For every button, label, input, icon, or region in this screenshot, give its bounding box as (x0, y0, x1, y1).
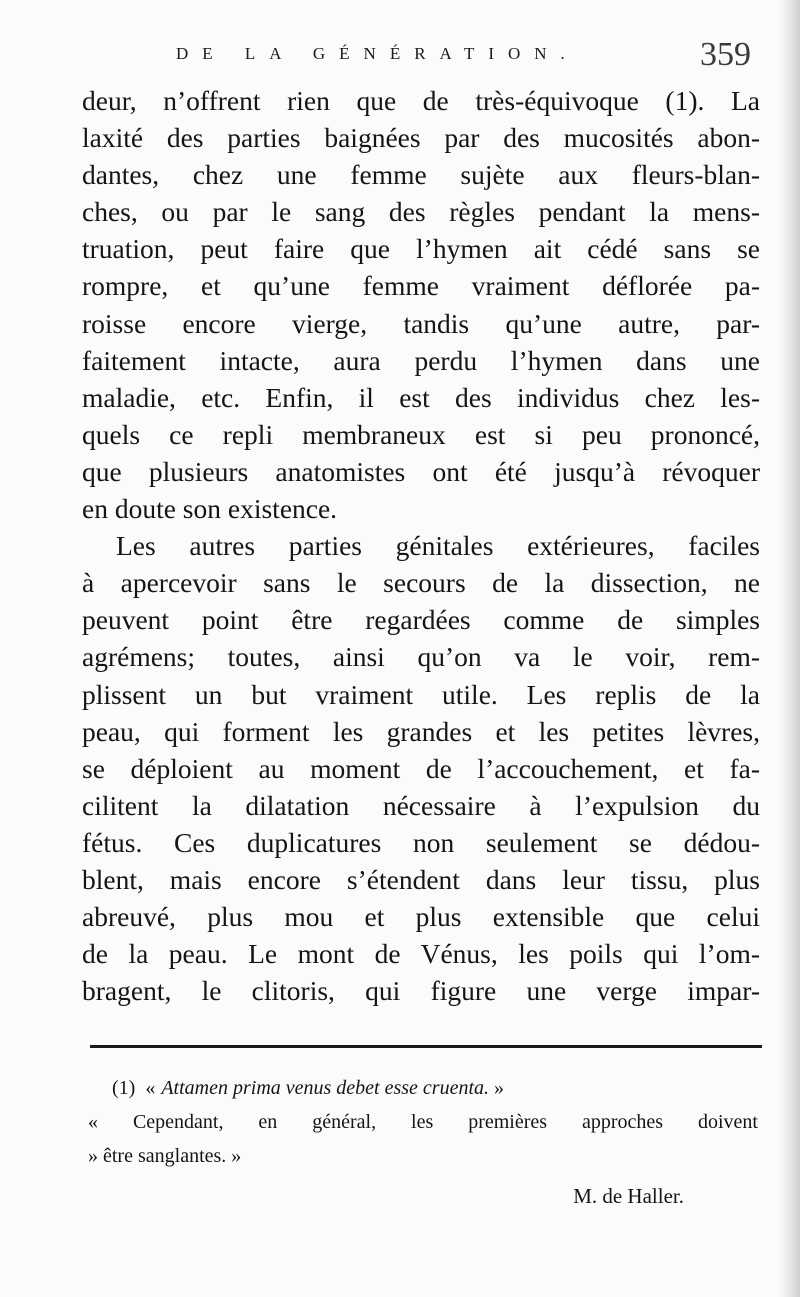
text-line: peau, qui forment les grandes et les petites lèvres, (82, 715, 760, 747)
text-line: en doute son existence. (82, 493, 338, 525)
text-line: abreuvé, plus mou et plus extensible que celui (82, 901, 760, 933)
footnote (88, 1071, 758, 1213)
footnote-marker: (1) (112, 1077, 136, 1099)
text-line: que plusieurs anatomistes ont été jusqu’à révoquer (82, 455, 760, 487)
text-line: rompre, et qu’une femme vraiment déflorée pa- (82, 270, 760, 302)
paragraph-start-line: Les autres parties génitales extérieures, faciles (116, 530, 760, 562)
footnote-latin-quote: Attamen prima venus debet esse cruenta. (161, 1077, 490, 1099)
text-line: plissent un but vraiment utile. Les replis de la (82, 678, 760, 710)
running-title: DE LA GÉNÉRATION. (176, 44, 579, 63)
text-line: cilitent la dilatation nécessaire à l’expulsion du (82, 789, 760, 821)
text-line: ches, ou par le sang des règles pendant la mens- (82, 196, 760, 228)
footnote-quote-open: « (145, 1077, 156, 1099)
text-line: roisse encore vierge, tandis qu’une autre, par- (82, 307, 760, 339)
footnote-separator-rule (90, 1045, 762, 1048)
text-line: truation, peut faire que l’hymen ait cédé sans se (82, 233, 760, 265)
text-line: à apercevoir sans le secours de la dissection, ne (82, 567, 760, 599)
text-line: blent, mais encore s’étendent dans leur tissu, plus (82, 863, 760, 895)
text-line: agrémens; toutes, ainsi qu’on va le voir, rem- (82, 641, 760, 673)
text-line: quels ce repli membraneux est si peu prononcé, (82, 418, 760, 450)
text-line: bragent, le clitoris, qui figure une verge impar- (82, 975, 760, 1007)
footnote-latin-line (112, 1071, 758, 1105)
footnote-translation-line: » être sanglantes. » (88, 1145, 242, 1167)
text-line: maladie, etc. Enfin, il est des individus chez les- (82, 381, 760, 413)
text-line: peuvent point être regardées comme de simples (82, 604, 760, 636)
text-line: deur, n’offrent rien que de très-équivoque (1). La (82, 85, 760, 116)
text-line: laxité des parties baignées par des mucosités abon- (82, 122, 760, 154)
text-line: se déploient au moment de l’accouchement, et fa- (82, 752, 760, 784)
text-line: dantes, chez une femme sujète aux fleurs-blan- (82, 159, 760, 191)
footnote-quote-close: » (494, 1077, 505, 1099)
page-number: 359 (700, 36, 751, 73)
footnote-author: M. de Haller. (573, 1184, 684, 1208)
text-line: faitement intacte, aura perdu l’hymen dans une (82, 344, 760, 376)
body-text (82, 82, 760, 1009)
footnote-translation-line: « Cependant, en général, les premières approches doivent (88, 1111, 758, 1133)
text-line: fétus. Ces duplicatures non seulement se dédou- (82, 826, 760, 858)
page-edge-shadow (778, 0, 800, 1297)
text-line: de la peau. Le mont de Vénus, les poils qui l’om- (82, 938, 760, 970)
